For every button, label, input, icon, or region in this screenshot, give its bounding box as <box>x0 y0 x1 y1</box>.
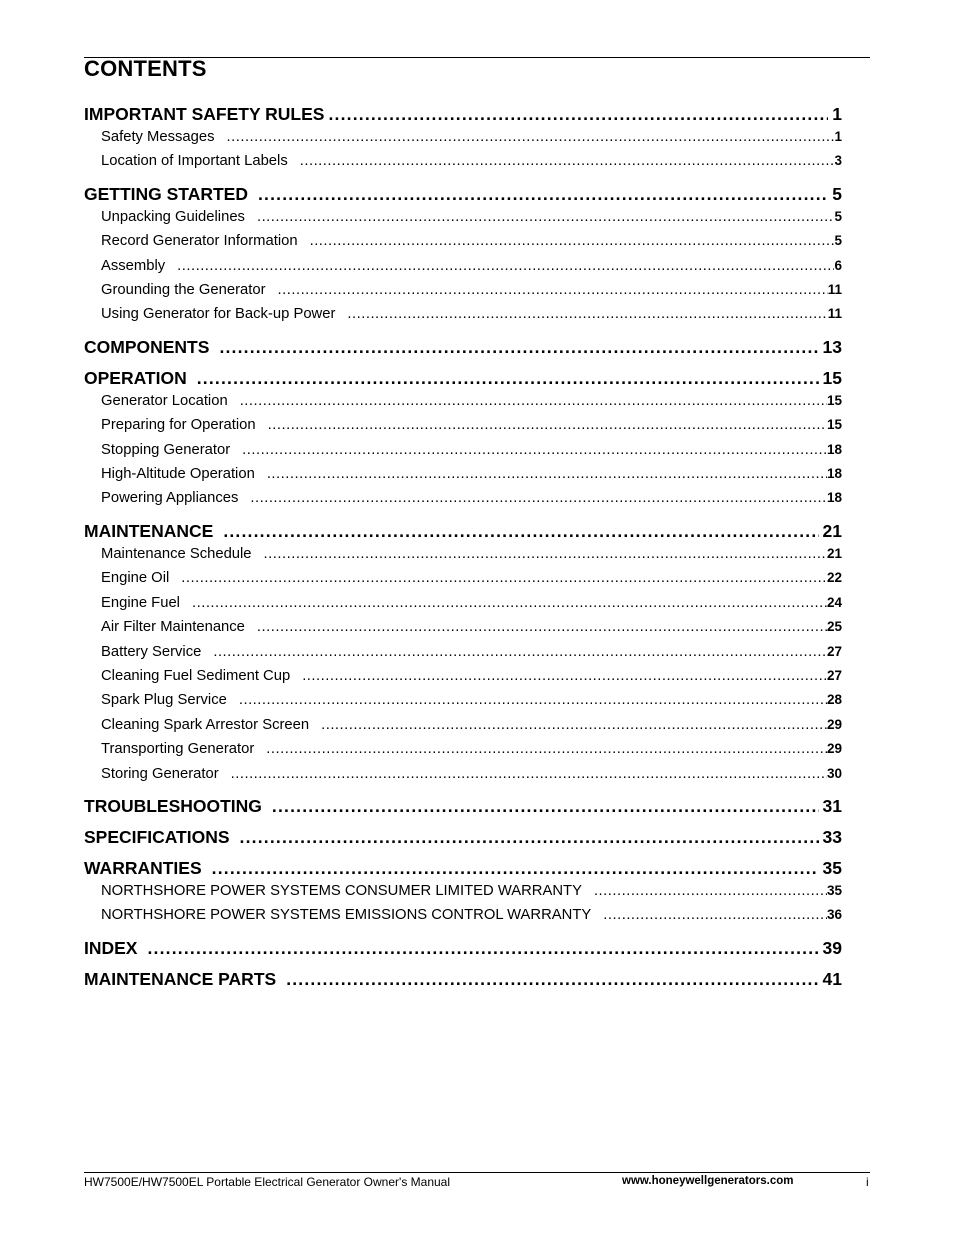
toc-leader-dots <box>240 827 819 848</box>
toc-entry-title: Transporting Generator <box>101 741 255 758</box>
toc-entry[interactable] <box>84 713 842 737</box>
toc-entry[interactable] <box>84 389 842 413</box>
table-of-contents <box>84 104 842 990</box>
toc-leader-dots <box>242 439 827 462</box>
toc-entry-page: 18 <box>826 466 842 482</box>
toc-entry[interactable] <box>84 229 842 253</box>
toc-entry[interactable] <box>84 149 842 173</box>
toc-section-title: MAINTENANCE <box>84 520 214 541</box>
toc-entry-page: 15 <box>826 417 842 433</box>
toc-entry[interactable] <box>84 486 842 510</box>
toc-entry[interactable] <box>84 615 842 639</box>
toc-entry[interactable] <box>84 591 842 615</box>
toc-entry-title: Storing Generator <box>101 765 219 782</box>
toc-leader-dots <box>328 104 828 125</box>
toc-leader-dots <box>258 184 828 205</box>
toc-section-page: 13 <box>822 336 842 357</box>
toc-entry[interactable] <box>84 278 842 302</box>
toc-section[interactable] <box>84 184 842 205</box>
toc-leader-dots <box>310 230 835 253</box>
toc-entry[interactable] <box>84 413 842 437</box>
toc-leader-dots <box>268 414 827 437</box>
toc-section-page: 39 <box>822 937 842 958</box>
toc-entry-page: 11 <box>827 306 842 322</box>
toc-entry-page: 36 <box>826 907 842 923</box>
toc-entry-title: Battery Service <box>101 643 202 660</box>
toc-section-page: 35 <box>822 857 842 878</box>
toc-leader-dots <box>267 463 827 486</box>
toc-entry-page: 24 <box>826 594 842 610</box>
toc-section[interactable] <box>84 827 842 848</box>
toc-entry[interactable] <box>84 664 842 688</box>
toc-section-page: 1 <box>832 104 842 124</box>
toc-leader-dots <box>278 279 828 302</box>
toc-leader-dots <box>219 337 818 358</box>
toc-leader-dots <box>266 738 827 761</box>
toc-section-page: 5 <box>832 183 842 204</box>
toc-leader-dots <box>213 641 827 664</box>
toc-section-title: GETTING STARTED <box>84 183 248 204</box>
toc-entry[interactable] <box>84 737 842 761</box>
toc-entry[interactable] <box>84 205 842 229</box>
toc-entry-title: Record Generator Information <box>101 233 298 250</box>
toc-section[interactable] <box>84 938 842 959</box>
toc-section[interactable] <box>84 858 842 879</box>
toc-leader-dots <box>181 567 827 590</box>
toc-entry[interactable] <box>84 903 842 927</box>
toc-entry-page: 15 <box>826 392 842 408</box>
toc-entry-page: 18 <box>826 490 842 506</box>
toc-entry-page: 30 <box>826 765 842 781</box>
toc-entry-title: Location of Important Labels <box>101 153 288 170</box>
toc-entry-page: 29 <box>826 741 842 757</box>
toc-leader-dots <box>212 858 819 879</box>
toc-entry-page: 11 <box>827 282 842 298</box>
toc-entry-page: 28 <box>826 692 842 708</box>
toc-entry[interactable] <box>84 542 842 566</box>
toc-section-page: 41 <box>822 968 842 989</box>
toc-entry-title: Maintenance Schedule <box>101 545 252 562</box>
toc-entry[interactable] <box>84 566 842 590</box>
toc-entry-title: Spark Plug Service <box>101 692 227 709</box>
toc-section-page: 21 <box>822 520 842 541</box>
toc-section[interactable] <box>84 796 842 817</box>
toc-entry-title: Stopping Generator <box>101 441 231 458</box>
toc-leader-dots <box>239 689 827 712</box>
toc-entry-title: Air Filter Maintenance <box>101 619 245 636</box>
toc-leader-dots <box>250 487 827 510</box>
toc-entry-page: 27 <box>826 667 842 683</box>
toc-entry[interactable] <box>84 254 842 278</box>
toc-entry[interactable] <box>84 462 842 486</box>
toc-leader-dots <box>302 665 827 688</box>
toc-entry-page: 6 <box>834 257 842 273</box>
toc-entry[interactable] <box>84 879 842 903</box>
toc-entry-title: Grounding the Generator <box>101 282 266 299</box>
toc-entry-title: Preparing for Operation <box>101 417 256 434</box>
toc-entry-page: 1 <box>834 129 842 144</box>
toc-section-title: SPECIFICATIONS <box>84 826 230 847</box>
toc-entry[interactable] <box>84 688 842 712</box>
toc-section[interactable] <box>84 368 842 389</box>
toc-entry-title: High-Altitude Operation <box>101 466 255 483</box>
toc-leader-dots <box>257 616 827 639</box>
toc-leader-dots <box>192 592 827 615</box>
toc-section-title: IMPORTANT SAFETY RULES <box>84 104 325 124</box>
toc-entry-page: 22 <box>826 570 842 586</box>
toc-entry-title: Safety Messages <box>101 129 215 145</box>
toc-leader-dots <box>603 904 827 927</box>
toc-entry-title: NORTHSHORE POWER SYSTEMS CONSUMER LIMITED WARRANTY <box>101 882 582 899</box>
toc-section-title: TROUBLESHOOTING <box>84 795 262 816</box>
toc-leader-dots <box>223 521 818 542</box>
toc-entry-title: Engine Fuel <box>101 594 180 611</box>
toc-entry-page: 21 <box>826 545 842 561</box>
toc-entry-page: 27 <box>826 643 842 659</box>
toc-section-title: COMPONENTS <box>84 336 210 357</box>
toc-section-title: INDEX <box>84 937 138 958</box>
toc-entry-page: 29 <box>826 716 842 732</box>
footer-website[interactable]: www.honeywellgenerators.com <box>622 1175 794 1187</box>
toc-entry[interactable] <box>84 762 842 786</box>
toc-entry-title: Assembly <box>101 257 166 274</box>
page-title: CONTENTS <box>84 56 207 81</box>
toc-section-page: 15 <box>822 367 842 388</box>
footer-rule <box>84 1172 870 1173</box>
toc-entry-title: Generator Location <box>101 392 228 409</box>
toc-entry[interactable] <box>84 640 842 664</box>
toc-entry-title: Powering Appliances <box>101 490 239 507</box>
toc-leader-dots <box>264 543 827 566</box>
toc-leader-dots <box>177 255 834 278</box>
toc-entry-page: 5 <box>834 208 842 224</box>
toc-leader-dots <box>227 126 835 149</box>
toc-leader-dots <box>257 206 835 229</box>
toc-leader-dots <box>240 390 827 413</box>
toc-entry[interactable] <box>84 302 842 326</box>
toc-entry-title: Unpacking Guidelines <box>101 208 245 225</box>
toc-leader-dots <box>272 796 819 817</box>
toc-leader-dots <box>347 303 827 326</box>
toc-section[interactable] <box>84 104 842 125</box>
toc-entry-page: 5 <box>834 233 842 249</box>
toc-leader-dots <box>231 763 827 786</box>
toc-entry-title: NORTHSHORE POWER SYSTEMS EMISSIONS CONTROL WARRANTY <box>101 907 592 924</box>
toc-leader-dots <box>286 969 818 990</box>
footer-manual-title: HW7500E/HW7500EL Portable Electrical Generator Owner's Manual <box>84 1175 451 1189</box>
toc-leader-dots <box>300 150 835 173</box>
toc-entry-title: Cleaning Spark Arrestor Screen <box>101 716 310 733</box>
footer-page-number: i <box>866 1175 869 1189</box>
toc-section[interactable] <box>84 521 842 542</box>
toc-section-title: MAINTENANCE PARTS <box>84 968 277 989</box>
toc-section[interactable] <box>84 969 842 990</box>
toc-section-page: 33 <box>822 826 842 847</box>
toc-entry[interactable] <box>84 125 842 149</box>
toc-entry-page: 3 <box>834 153 842 169</box>
toc-section-page: 31 <box>822 795 842 816</box>
toc-section[interactable] <box>84 337 842 358</box>
toc-section-title: WARRANTIES <box>84 857 202 878</box>
toc-leader-dots <box>594 880 827 903</box>
toc-entry-page: 35 <box>826 882 842 898</box>
toc-entry-title: Using Generator for Back-up Power <box>101 306 336 323</box>
toc-entry-page: 18 <box>826 441 842 457</box>
toc-leader-dots <box>197 368 819 389</box>
toc-leader-dots <box>147 938 818 959</box>
toc-section-title: OPERATION <box>84 367 187 388</box>
toc-entry-title: Cleaning Fuel Sediment Cup <box>101 667 291 684</box>
toc-entry[interactable] <box>84 438 842 462</box>
toc-leader-dots <box>321 714 827 737</box>
toc-entry-title: Engine Oil <box>101 570 170 587</box>
toc-entry-page: 25 <box>826 619 842 635</box>
